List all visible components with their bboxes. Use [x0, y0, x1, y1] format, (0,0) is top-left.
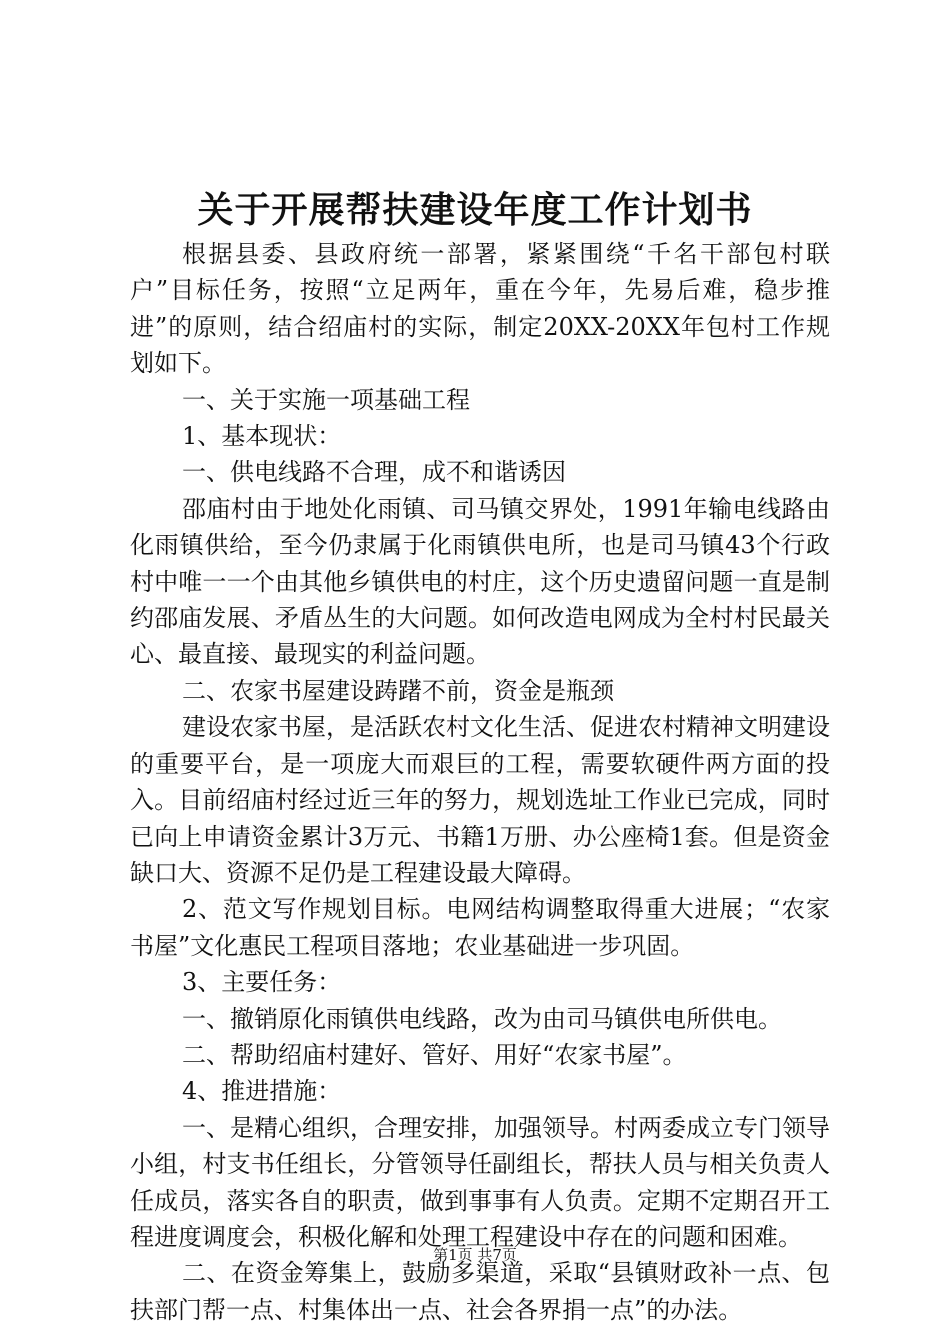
- heading-power-line: 一、供电线路不合理，成不和谐诱因: [182, 458, 566, 487]
- task-item-1: 一、撤销原化雨镇供电线路，改为由司马镇供电所供电。: [182, 1004, 782, 1033]
- heading-section-1: 一、关于实施一项基础工程: [182, 385, 470, 414]
- paragraph-power-line: 邵庙村由于地处化雨镇、司马镇交界处，1991年输电线路由化雨镇供给，至今仍隶属于化雨镇供电所，也是司马镇43个行政村中唯一一个由其他乡镇供电的村庄，这个历史遗留问题一直是制约邵庙发展、矛盾丛生的大问题。如何改造电网成为全村村民最关心、最直接、最现实的利益问题。: [130, 494, 830, 669]
- measure-item-1: 一、是精心组织，合理安排，加强领导。村两委成立专门领导小组，村支书任组长，分管领导任副组长，帮扶人员与相关负责人任成员，落实各自的职责，做到事事有人负责。定期不定期召开工程进度调度会，积极化解和处理工程建设中存在的问题和困难。: [130, 1113, 830, 1251]
- document-body: [130, 236, 830, 1328]
- paragraph-goals: 2、范文写作规划目标。电网结构调整取得重大进展；“农家书屋”文化惠民工程项目落地；农业基础进一步巩固。: [130, 895, 830, 960]
- document-title: 关于开展帮扶建设年度工作计划书: [197, 189, 753, 231]
- heading-library: 二、农家书屋建设踌躇不前，资金是瓶颈: [182, 676, 614, 705]
- heading-measures: 4、推进措施：: [182, 1077, 342, 1106]
- paragraph-library: 建设农家书屋，是活跃农村文化生活、促进农村精神文明建设的重要平台，是一项庞大而艰巨的工程，需要软硬件两方面的投入。目前绍庙村经过近三年的努力，规划选址工作业已完成，同时已向上申请资金累计3万元、书籍1万册、办公座椅1套。但是资金缺口大、资源不足仍是工程建设最大障碍。: [130, 713, 830, 887]
- heading-current-status: 1、基本现状：: [182, 422, 342, 451]
- task-item-2: 二、帮助绍庙村建好、管好、用好“农家书屋”。: [182, 1040, 687, 1069]
- measure-item-2: 二、在资金筹集上，鼓励多渠道，采取“县镇财政补一点、包扶部门帮一点、村集体出一点、社会各界捐一点”的办法。: [130, 1259, 830, 1324]
- paragraph-intro: 根据县委、县政府统一部署，紧紧围绕“千名干部包村联户”目标任务，按照“立足两年，重在今年，先易后难，稳步推进”的原则，结合绍庙村的实际，制定20XX-20XX年包村工作规划如下。: [130, 240, 830, 378]
- page-number-footer: 第1页 共7页: [433, 1246, 517, 1264]
- heading-main-tasks: 3、主要任务：: [182, 968, 342, 997]
